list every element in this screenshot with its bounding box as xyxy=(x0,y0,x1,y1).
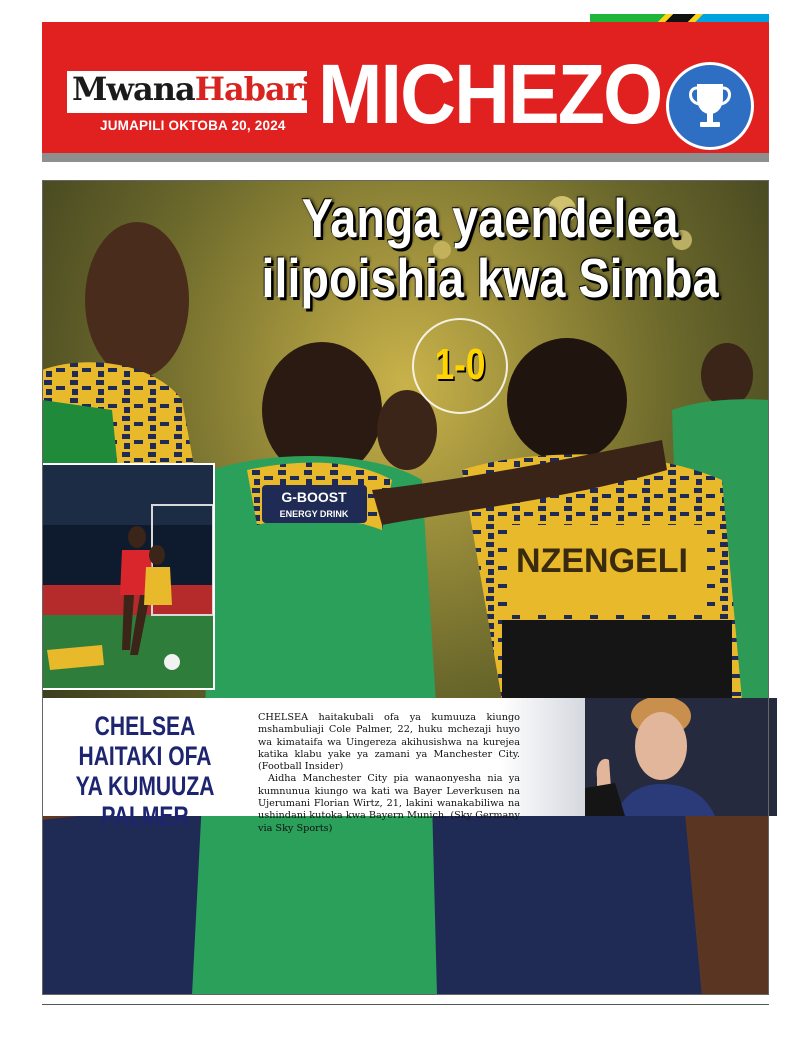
brand-logo-part1: Mwana xyxy=(72,70,195,108)
jersey-sponsor-text: G-BOOST xyxy=(281,489,347,505)
side-story-headline[interactable]: CHELSEA HAITAKI OFA YA KUMUUZA PALMER xyxy=(75,711,215,831)
bottom-rule xyxy=(42,1004,769,1005)
jersey-name-text: NZENGELI xyxy=(516,542,688,580)
player-portrait-graphic xyxy=(585,698,777,816)
jersey-sponsor-subtext: ENERGY DRINK xyxy=(279,509,349,519)
section-title: MICHEZO xyxy=(318,47,662,141)
trophy-icon xyxy=(666,62,754,150)
issue-date: JUMAPILI OKTOBA 20, 2024 xyxy=(100,118,286,133)
trophy-icon-graphic xyxy=(680,76,740,136)
brand-logo-part2: Habari xyxy=(194,70,312,108)
main-headline-line2: ilipoishia kwa Simba xyxy=(261,247,719,309)
main-headline-line1: Yanga yaendelea xyxy=(301,187,679,249)
main-headline xyxy=(252,188,728,308)
player-portrait-photo xyxy=(585,698,777,816)
side-story-body xyxy=(258,712,520,835)
brand-logo[interactable] xyxy=(72,70,312,108)
masthead-shadow xyxy=(42,153,769,162)
side-story-paragraph-2: Aidha Manchester City pia wanaonyesha nia ya kumnunua kiungo wa kati wa Bayer Leverkusen na Ujerumani Florian Wirtz, 21, lakini wanakabiliwa na ushindani kutoka kwa Bayern Munich. (Sky Germany via Sky Sports) xyxy=(258,773,520,834)
side-story-paragraph-1: CHELSEA haitakubali ofa ya kumuuza kiungo mshambuliaji Cole Palmer, 22, huku mchezaji huyo wa kimataifa wa Uingereza akihusishwa na kurejea katika klabu yake ya zamani ya Manchester City. (Football Insider) xyxy=(258,712,520,773)
inset-match-photo-graphic xyxy=(42,465,213,688)
match-score: 1-0 xyxy=(434,340,486,389)
inset-match-photo xyxy=(40,463,215,690)
